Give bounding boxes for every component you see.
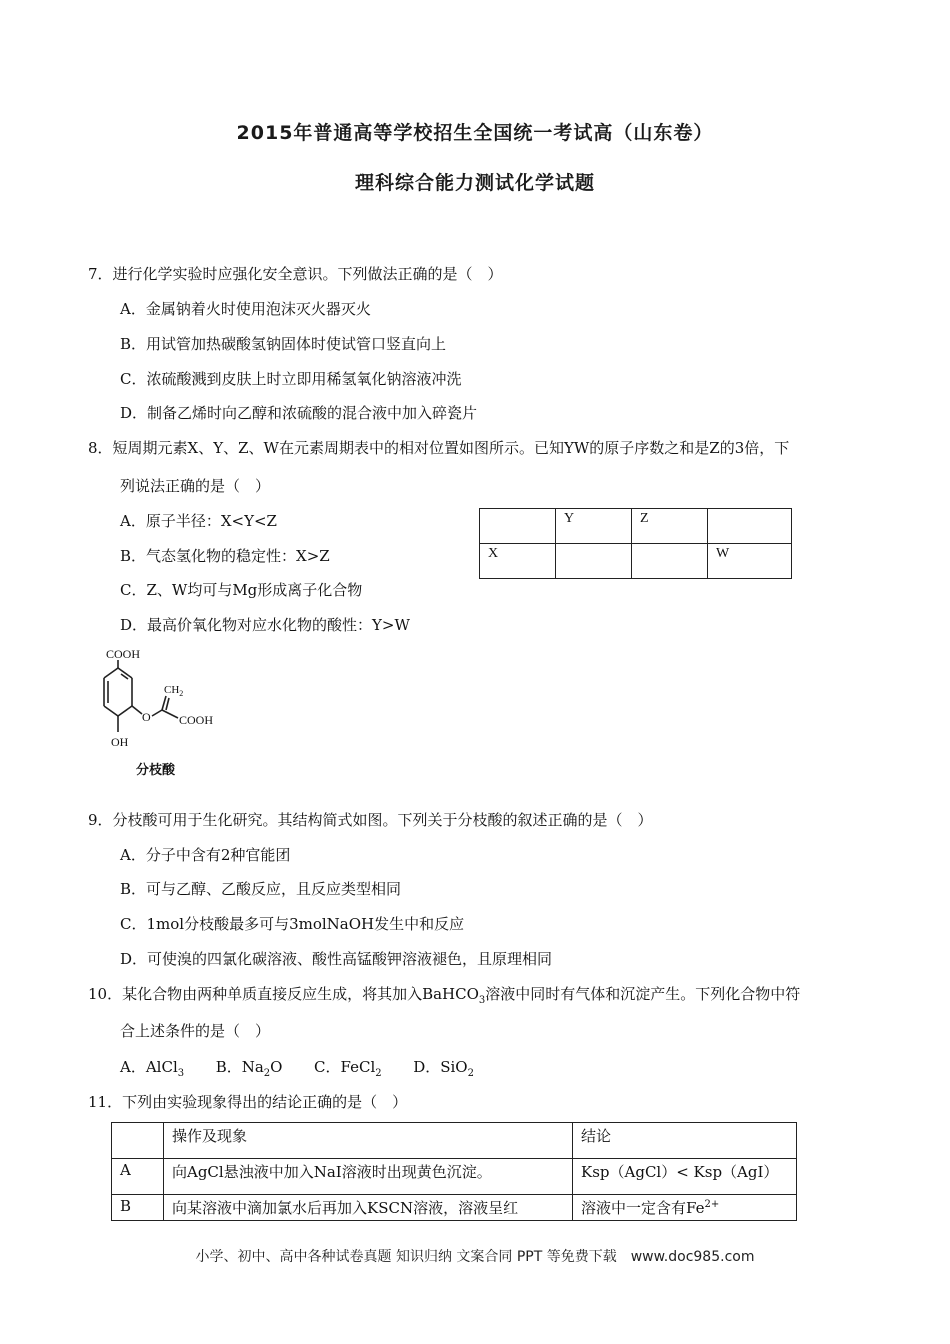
chorismic-acid-structure <box>80 644 240 780</box>
q10-options <box>120 1057 474 1084</box>
table-cell: X <box>480 544 556 579</box>
table-row <box>112 1159 797 1195</box>
cooh-top-label: COOH <box>106 647 141 661</box>
q9-option-b: B．可与乙醇、乙酸反应，且反应类型相同 <box>120 880 402 898</box>
q10-option-c: C．FeCl$_2$ <box>314 1058 382 1079</box>
q10-option-a: A．AlCl$_3$ <box>120 1058 185 1079</box>
footer-text: 小学、初中、高中各种试卷真题 知识归纳 文案合同 PPT 等免费下载 www.doc985.com <box>195 1249 755 1265</box>
q11-table <box>111 1122 797 1221</box>
table-cell: Z <box>632 509 708 544</box>
q10-option-b: B．$Na_2O$ <box>215 1058 283 1079</box>
q7-option-c: C．浓硫酸溅到皮肤上时立即用稀氢氧化钠溶液冲洗 <box>120 370 462 388</box>
table-cell <box>632 544 708 579</box>
q10-option-d: D．SiO$_2$ <box>413 1058 474 1079</box>
periodic-position-table <box>479 508 792 579</box>
table-cell: Ksp（AgCl）< Ksp（AgI） <box>573 1159 797 1195</box>
q7-option-b: B．用试管加热碳酸氢钠固体时使试管口竖直向上 <box>120 335 447 353</box>
table-header-cell: 结论 <box>573 1123 797 1159</box>
q11-stem: 11．下列由实验现象得出的结论正确的是（ ） <box>88 1093 408 1111</box>
q7-option-a: A．金属钠着火时使用泡沫灭火器灭火 <box>120 300 371 318</box>
q8-stem-line1: 8．短周期元素X、Y、Z、W在元素周期表中的相对位置如图所示。已知YW的原子序数之和是Z的3倍，下 <box>88 439 790 457</box>
table-cell <box>556 544 632 579</box>
svg-text:CH2 <box>164 684 183 698</box>
q9-option-c: C．1mol分枝酸最多可与3molNaOH发生中和反应 <box>120 915 465 933</box>
table-cell: 向AgCl悬浊液中加入NaI溶液时出现黄色沉淀。 <box>164 1159 573 1195</box>
table-cell: 向某溶液中滴加氯水后再加入KSCN溶液，溶液呈红 <box>164 1195 573 1221</box>
table-cell: B <box>112 1195 164 1221</box>
table-cell: Y <box>556 509 632 544</box>
table-header-cell: 操作及现象 <box>164 1123 573 1159</box>
q9-option-d: D．可使溴的四氯化碳溶液、酸性高锰酸钾溶液褪色，且原理相同 <box>120 950 553 968</box>
q7-option-d: D．制备乙烯时向乙醇和浓硫酸的混合液中加入碎瓷片 <box>120 404 478 422</box>
q8-option-b: B．气态氢化物的稳定性：X>Z <box>120 547 330 565</box>
q8-option-a: A．原子半径：X<Y<Z <box>120 512 277 530</box>
table-cell: W <box>708 544 792 579</box>
table-cell: 溶液中一定含有$Fe^{2+}$ <box>573 1195 797 1221</box>
exam-subtitle: 理科综合能力测试化学试题 <box>354 172 595 194</box>
q9-option-a: A．分子中含有2种官能团 <box>120 846 291 864</box>
q8-option-c: C．Z、W均可与Mg形成离子化合物 <box>120 581 363 599</box>
table-cell <box>480 509 556 544</box>
table-cell: A <box>112 1159 164 1195</box>
q10-stem-part: 溶液中同时有气体和沉淀产生。下列化合物中符 <box>485 985 801 1003</box>
ch2-label: CH <box>164 684 180 696</box>
cooh-right-label: COOH <box>179 713 214 727</box>
q9-stem: 9．分枝酸可用于生化研究。其结构简式如图。下列关于分枝酸的叙述正确的是（ ） <box>88 811 653 829</box>
q10-stem-part: 10．某化合物由两种单质直接反应生成，将其加入BaHCO <box>88 985 479 1003</box>
q7-stem: 7．进行化学实验时应强化安全意识。下列做法正确的是（ ） <box>88 265 503 283</box>
table-header-cell <box>112 1123 164 1159</box>
q8-option-d: D．最高价氧化物对应水化物的酸性：Y>W <box>120 616 410 634</box>
structure-caption: 分枝酸 <box>136 763 176 778</box>
ch2-subscript: 2 <box>179 689 184 698</box>
q8-stem-line2: 列说法正确的是（ ） <box>120 477 271 495</box>
table-cell <box>708 509 792 544</box>
q10-stem-line1 <box>88 984 800 1011</box>
table-row <box>112 1195 797 1221</box>
ether-o-label: O <box>142 710 151 724</box>
exam-title: 2015年普通高等学校招生全国统一考试高（山东卷） <box>236 122 714 144</box>
q10-stem-line2: 合上述条件的是（ ） <box>120 1022 271 1040</box>
subscript: 3 <box>478 995 486 1006</box>
oh-label: OH <box>111 735 129 749</box>
